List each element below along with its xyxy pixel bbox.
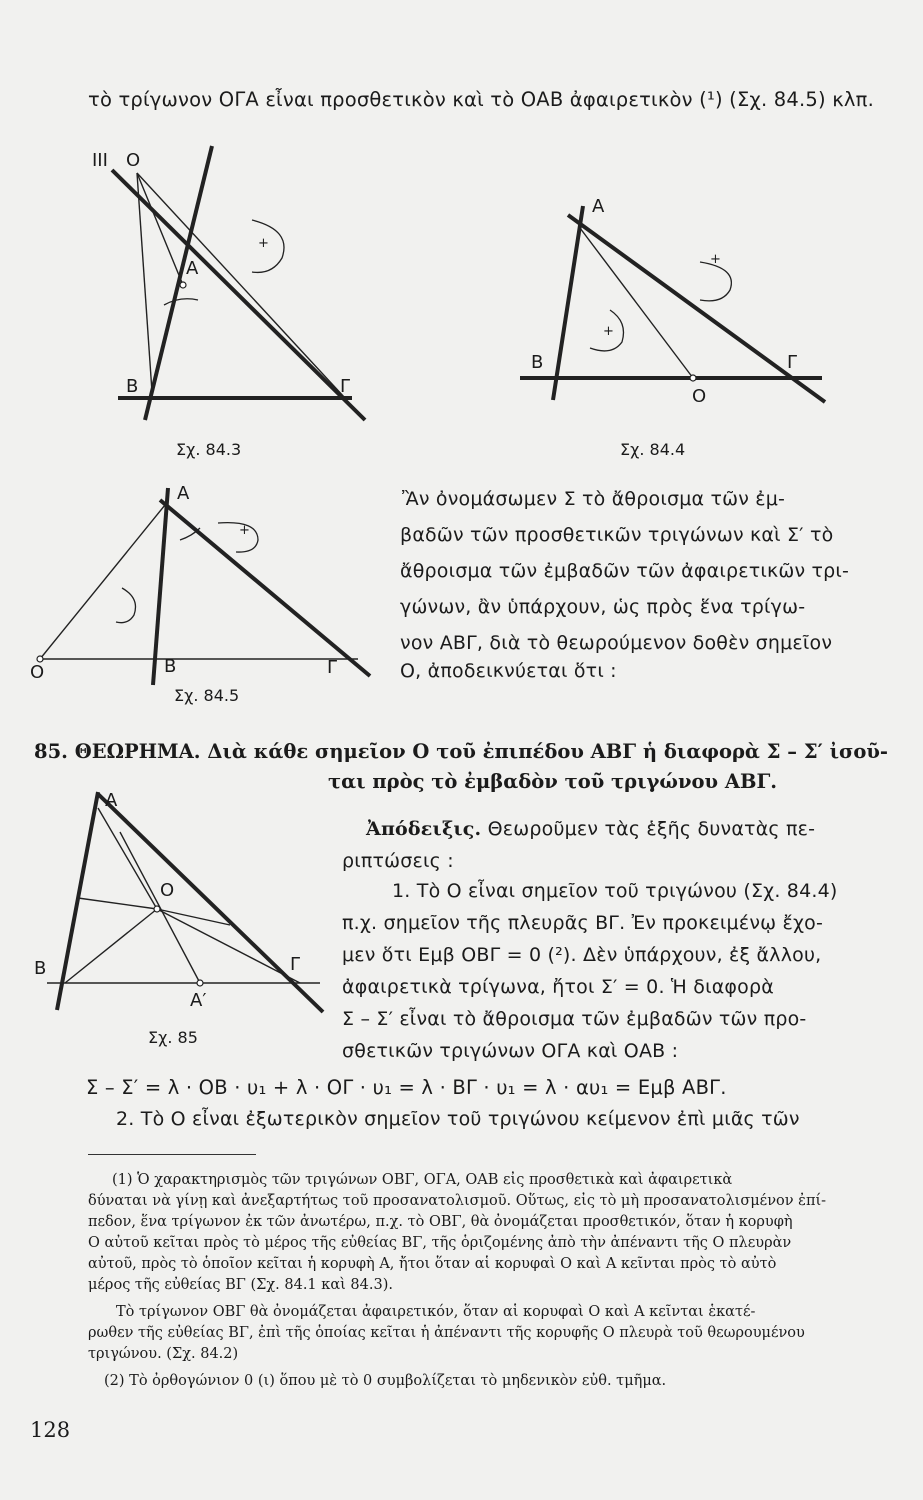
proof-text-1: Θεωροῦμεν τὰς ἑξῆς δυνατὰς πε- <box>487 818 816 840</box>
label-plus-845: + <box>239 523 250 538</box>
footnote-1b-line-1: Τὸ τρίγωνον ΟΒΓ θὰ ὀνομάζεται ἀφαιρετικόν, ὅταν αἱ κορυφαὶ Ο καὶ Α κεῖνται ἑκατέ- <box>116 1304 756 1320</box>
theorem-heading: ΘΕΩΡΗΜΑ. <box>74 740 201 763</box>
equation: Σ – Σ′ = λ · ΟΒ · υ₁ + λ · ΟΓ · υ₁ = λ · ΒΓ · υ₁ = λ · αυ₁ = Εμβ ΑΒΓ. <box>86 1076 727 1099</box>
theorem-text-2: ται πρὸς τὸ ἐμβαδὸν τοῦ τριγώνου ΑΒΓ. <box>328 770 778 793</box>
intro-line-4: γώνων, ἂν ὑπάρχουν, ὡς πρὸς ἕνα τρίγω- <box>400 596 806 618</box>
intro-line-5: νον ΑΒΓ, διὰ τὸ θεωρούμενον δοθὲν σημεῖον <box>400 632 833 654</box>
proof-line-2: ριπτώσεις : <box>342 850 454 872</box>
proof-line-8: σθετικῶν τριγώνων ΟΓΑ καὶ ΟΑΒ : <box>342 1040 679 1062</box>
proof-line-4: π.χ. σημεῖον τῆς πλευρᾶς ΒΓ. Ἐν προκειμένῳ ἔχο- <box>342 912 824 934</box>
page-number: 128 <box>30 1418 71 1442</box>
label-a1-85: Α′ <box>190 990 207 1011</box>
footnote-1-line-1: (1) Ὁ χαρακτηρισμὸς τῶν τριγώνων ΟΒΓ, ΟΓΑ, ΟΑΒ εἰς προσθετικὰ καὶ ἀφαιρετικὰ <box>112 1172 733 1188</box>
line-ba-843 <box>145 146 212 420</box>
label-a-844: Α <box>592 196 605 217</box>
case-2-line: 2. Τὸ Ο εἶναι ἐξωτερικὸν σημεῖον τοῦ τριγώνου κείμενον ἐπὶ μιᾶς τῶν <box>116 1108 800 1130</box>
theorem-line-1 <box>34 740 888 763</box>
figure-84-4 <box>520 206 825 402</box>
arc-plus1-844 <box>700 262 731 301</box>
line-ag-844 <box>568 215 825 402</box>
label-o-845: Ο <box>30 662 45 683</box>
line-ag-85 <box>98 794 323 1012</box>
label-g-85: Γ <box>290 954 301 975</box>
arc-plus-845 <box>218 523 258 552</box>
line-ba-844 <box>553 206 583 400</box>
proof-line-6: ἀφαιρετικὰ τρίγωνα, ἤτοι Σ′ = 0. Ἡ διαφορὰ <box>342 976 774 998</box>
proof-line-7: Σ – Σ′ εἶναι τὸ ἄθροισμα τῶν ἐμβαδῶν τῶν προ- <box>342 1008 807 1030</box>
label-o-844: Ο <box>692 386 707 407</box>
label-g-845: Γ <box>327 657 338 678</box>
theorem-number: 85. <box>34 740 68 763</box>
proof-line-3: 1. Τὸ Ο εἶναι σημεῖον τοῦ τριγώνου (Σχ. 84.4) <box>392 880 838 902</box>
label-b-843: Β <box>126 376 139 397</box>
point-a1-85 <box>197 980 203 986</box>
line-ag-845 <box>160 500 370 676</box>
arc-angle-843 <box>164 299 198 305</box>
label-o-843: Ο <box>126 150 141 171</box>
footnote-1-line-2: δύναται νὰ γίνῃ καὶ ἀνεξαρτήτως τοῦ προσανατολισμοῦ. Οὕτως, εἰς τὸ μὴ προσανατολισμένον ἐπί- <box>88 1193 827 1209</box>
arc-minus-845 <box>116 588 136 623</box>
caption-84-4: Σχ. 84.4 <box>620 440 686 459</box>
footnote-1-line-4: Ο αὐτοῦ κεῖται πρὸς τὸ μέρος τῆς εὐθείας ΒΓ, τῆς ὁριζομένης ἀπὸ τὴν ἀπέναντι τῆς Ο πλευρὰν <box>88 1235 792 1251</box>
figure-84-3 <box>112 146 365 420</box>
footnote-1-line-3: πεδον, ἕνα τρίγωνον ἐκ τῶν ἀνωτέρω, π.χ. τὸ ΟΒΓ, θὰ ὀνομάζεται προσθετικόν, ὅταν ἡ κορυφὴ <box>88 1214 793 1230</box>
label-plus-843: + <box>258 236 269 251</box>
proof-label: Ἀπόδειξις. <box>366 818 482 840</box>
line-ag-843 <box>112 170 365 420</box>
line-ob-85 <box>65 909 157 983</box>
footnote-1b-line-2: ρωθεν τῆς εὐθείας ΒΓ, ἐπὶ τῆς ὁποίας κεῖται ἡ ἀπέναντι τῆς κορυφῆς Ο πλευρὰ τοῦ θεωρουμένου <box>88 1325 805 1341</box>
label-a-843: Α <box>186 258 199 279</box>
caption-84-5: Σχ. 84.5 <box>174 686 240 705</box>
label-g-844: Γ <box>787 352 798 373</box>
intro-line-1: Ἂν ὀνομάσωμεν Σ τὸ ἄθροισμα τῶν ἐμ- <box>402 488 786 510</box>
intro-line-3: ἄθροισμα τῶν ἐμβαδῶν τῶν ἀφαιρετικῶν τρι- <box>400 560 850 582</box>
footnote-1-line-6: μέρος τῆς εὐθείας ΒΓ (Σχ. 84.1 καὶ 84.3). <box>88 1277 393 1293</box>
figure-85 <box>47 792 323 1012</box>
caption-84-3: Σχ. 84.3 <box>176 440 242 459</box>
caption-85: Σχ. 85 <box>148 1028 198 1047</box>
top-line: τὸ τρίγωνον ΟΓΑ εἶναι προσθετικὸν καὶ τὸ ΟΑΒ ἀφαιρετικὸν (¹) (Σχ. 84.5) κλπ. <box>88 88 874 111</box>
footnote-1-line-5: αὐτοῦ, πρὸς τὸ ὁποῖον κεῖται ἡ κορυφὴ Α, ἤτοι ὅταν αἱ κορυφαὶ Ο καὶ Α κεῖνται πρὸς τὸ αὐτὸ <box>88 1256 777 1272</box>
theorem-text-1: Διὰ κάθε σημεῖον Ο τοῦ ἐπιπέδου ΑΒΓ ἡ διαφορὰ Σ – Σ′ ἰσοῦ- <box>207 740 889 763</box>
label-roman-843: III <box>92 150 108 171</box>
footnote-2: (2) Τὸ ὀρθογώνιον 0 (ι) ὅπου μὲ τὸ 0 συμβολίζεται τὸ μηδενικὸν εὐθ. τμῆμα. <box>104 1373 667 1389</box>
label-b-85: Β <box>34 958 47 979</box>
line-ao-844 <box>580 228 693 378</box>
label-b-845: Β <box>164 656 177 677</box>
line-oh1-85 <box>78 898 157 909</box>
intro-line-6: Ο, ἀποδεικνύεται ὅτι : <box>400 660 617 682</box>
label-b-844: Β <box>531 352 544 373</box>
point-a-843 <box>180 282 186 288</box>
line-ba-85 <box>57 792 98 1010</box>
label-plus1-844: + <box>710 252 721 267</box>
point-o-844 <box>690 375 696 381</box>
label-o-85: Ο <box>160 880 175 901</box>
proof-line-5: μεν ὅτι Εμβ ΟΒΓ = 0 (²). Δὲν ὑπάρχουν, ἐξ ἄλλου, <box>342 944 822 966</box>
point-o-85 <box>154 906 160 912</box>
label-g-843: Γ <box>340 376 351 397</box>
label-a-845: Α <box>177 483 190 504</box>
proof-line-1 <box>366 818 815 840</box>
footnote-1b-line-3: τριγώνου. (Σχ. 84.2) <box>88 1346 239 1362</box>
intro-line-2: βαδῶν τῶν προσθετικῶν τριγώνων καὶ Σ′ τὸ <box>400 524 834 546</box>
line-og-843 <box>137 173 345 398</box>
footnote-divider <box>88 1154 256 1155</box>
line-ao-845 <box>40 505 165 659</box>
label-plus2-844: + <box>603 324 614 339</box>
label-a-85: Α <box>105 790 118 811</box>
figure-84-5 <box>37 488 370 685</box>
